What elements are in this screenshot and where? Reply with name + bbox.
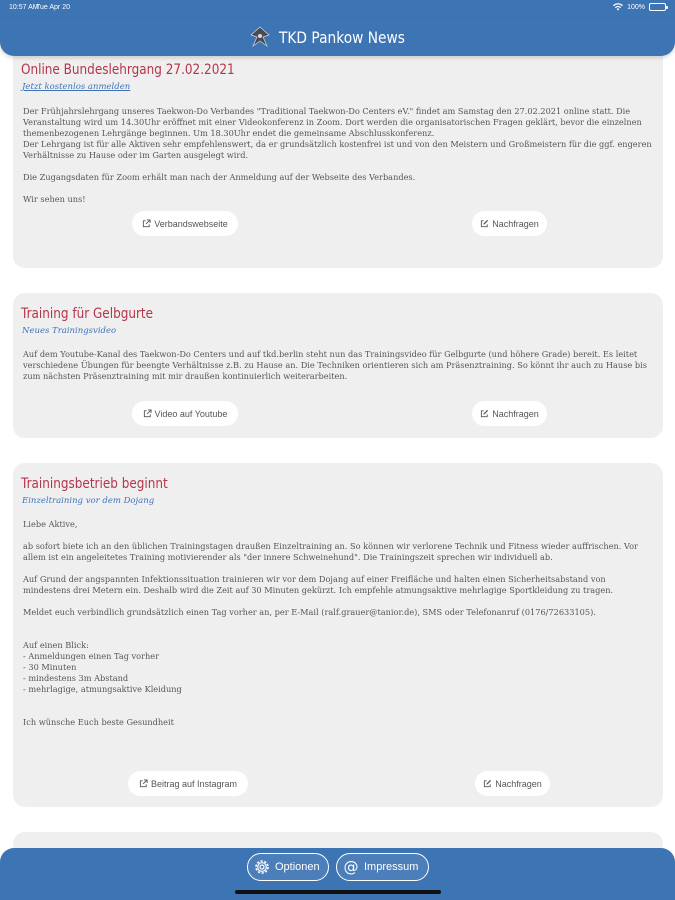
tkd-logo-icon	[249, 26, 271, 48]
news-card	[13, 463, 663, 807]
news-paragraph: ab sofort biete ich an den üblichen Trainingstagen draußen Einzeltraining an. So können wir verlorene Technik und Fitness wieder auffrischen. Vor allem ist ein angeleitetes Training motivierender als "der innere Schweinehund". Die Trainingszeit sprechen wir individuell ab.	[23, 541, 638, 562]
closing-text: Ich wünsche Euch beste Gesundheit	[23, 717, 174, 727]
news-card	[13, 832, 663, 848]
tab-label: Impressum	[364, 861, 419, 873]
list-item: - 30 Minuten	[23, 662, 655, 673]
ask-button[interactable]	[475, 771, 550, 796]
news-paragraph: Die Zugangsdaten für Zoom erhält man nach der Anmeldung auf der Webseite des Verbandes.	[23, 172, 416, 182]
news-paragraph: Wir sehen uns!	[23, 194, 86, 204]
external-link-icon	[142, 219, 151, 228]
news-paragraph: Auf dem Youtube-Kanal des Taekwon-Do Centers und auf tkd.berlin steht nun das Trainingsvideo für Gelbgurte (und höhere Grade) bereit. Es leitet verschiedene Übungen für beengte Verhältnisse z.B. zu Hause an. Die Techniken orientieren sich am Präsenztraining. So könnt ihr auch zu Hause bis zum nächsten Präsenztraining mit mir draußen kontinuierlich weiterarbeiten.	[23, 349, 647, 381]
button-label: Video auf Youtube	[154, 408, 228, 419]
bottom-tab-bar	[0, 848, 675, 900]
gear-icon	[253, 858, 271, 876]
news-title: Online Bundeslehrgang 27.02.2021	[21, 62, 235, 78]
news-body	[23, 349, 655, 393]
news-paragraph: Der Lehrgang ist für alle Aktiven sehr empfehlenswert, da er grundsätzlich kostenfrei ist und von den Meistern und Großmeistern für die ggf. engeren Verhältnisse zu Hause oder im Garten ausgelegt wird.	[23, 139, 652, 160]
list-title: Auf einen Blick:	[23, 640, 89, 650]
list-item: - Anmeldungen einen Tag vorher	[23, 651, 655, 662]
news-paragraph: Der Frühjahrslehrgang unseres Taekwon-Do Verbandes "Traditional Taekwon-Do Centers eV." findet am Samstag den 27.02.2021 online statt. Die Veranstaltung wird um 14.30Uhr eröffnet mit einer Videokonferenz in Zoom. Dort werden die organisatorischen Fragen geklärt, bevor die einzelnen themenbezogenen Lehrgänge beginnen. Um 18.30Uhr endet die gemeinsame Abschlusskonferenz.	[23, 106, 642, 138]
summary-list	[23, 651, 655, 695]
news-body	[23, 519, 655, 739]
imprint-tab[interactable]	[336, 853, 429, 881]
ask-button[interactable]	[472, 401, 547, 426]
list-item: - mehrlagige, atmungsaktive Kleidung	[23, 684, 655, 695]
edit-icon	[480, 219, 489, 228]
external-link-icon	[139, 779, 148, 788]
news-subtitle: Einzeltraining vor dem Dojang	[22, 496, 155, 506]
external-link-icon	[143, 409, 152, 418]
status-right	[613, 3, 666, 11]
news-card	[13, 293, 663, 438]
news-title: Trainingsbetrieb beginnt	[21, 476, 168, 492]
wifi-icon	[613, 3, 623, 11]
news-paragraph: Auf Grund der angspannten Infektionssituation trainieren wir vor dem Dojang auf einer Freifläche und halten einen Sicherheitsabstand von mindestens drei Metern ein. Deshalb wird die Zeit auf 30 Minuten gekürzt. Ich empfehle atmungsaktive mehrlagige Sportkleidung zu tragen.	[23, 574, 614, 595]
status-time: 10:57 AM	[9, 4, 39, 11]
header	[0, 18, 675, 56]
news-feed[interactable]	[0, 56, 675, 848]
button-label: Nachfragen	[492, 218, 539, 229]
options-tab[interactable]	[247, 853, 329, 881]
news-subtitle: Neues Trainingsvideo	[22, 326, 117, 336]
button-label: Nachfragen	[495, 778, 542, 789]
external-link-button[interactable]	[132, 211, 238, 236]
home-indicator[interactable]	[235, 890, 441, 894]
tab-label: Optionen	[275, 861, 320, 873]
external-link-button[interactable]	[132, 401, 238, 426]
news-title: Training für Gelbgurte	[21, 306, 154, 322]
battery-percent: 100%	[627, 3, 645, 11]
edit-icon	[483, 779, 492, 788]
ask-button[interactable]	[472, 211, 547, 236]
news-subtitle-link[interactable]: Jetzt kostenlos anmelden	[22, 82, 131, 92]
list-item: - mindestens 3m Abstand	[23, 673, 655, 684]
external-link-button[interactable]	[128, 771, 248, 796]
news-card	[13, 56, 663, 268]
at-icon	[342, 858, 360, 876]
status-date: Tue Apr 20	[36, 4, 70, 11]
status-bar	[0, 0, 675, 18]
svg-text:@: @	[343, 858, 359, 876]
news-body	[23, 106, 655, 216]
news-paragraph: Liebe Aktive,	[23, 519, 78, 529]
news-paragraph: Meldet euch verbindlich grundsätzlich einen Tag vorher an, per E-Mail (ralf.grauer@tanior.de), SMS oder Telefonanruf (0176/72633105).	[23, 607, 596, 617]
button-label: Verbandswebseite	[154, 218, 228, 229]
app-title: TKD Pankow News	[279, 27, 406, 47]
edit-icon	[480, 409, 489, 418]
button-label: Beitrag auf Instagram	[150, 778, 238, 789]
battery-icon	[649, 3, 666, 11]
button-label: Nachfragen	[492, 408, 539, 419]
